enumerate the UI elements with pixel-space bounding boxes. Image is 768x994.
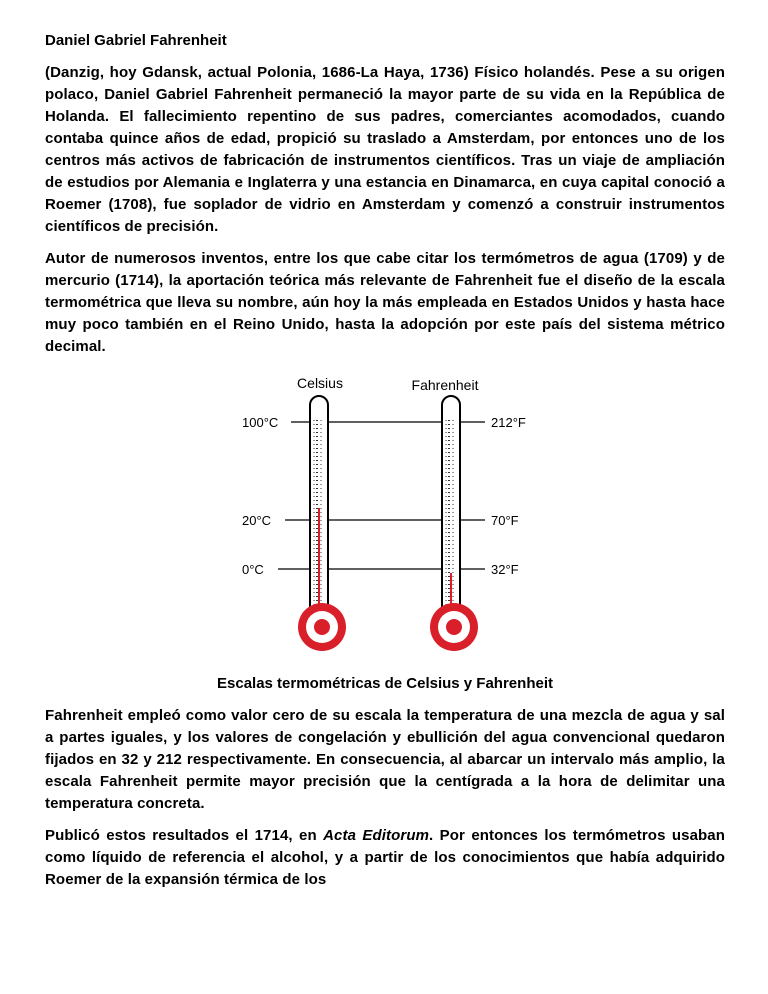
paragraph-publication <box>45 825 725 891</box>
fahrenheit-title: Fahrenheit <box>411 377 479 393</box>
document-page <box>45 30 725 901</box>
fahrenheit-label-32: 32°F <box>491 562 519 577</box>
celsius-title: Celsius <box>297 375 343 391</box>
paragraph-scale: Fahrenheit empleó como valor cero de su escala la temperatura de una mezcla de agua y sal a partes iguales, y los valores de congelación y ebullición del agua convencional quedaron fijados en 32 y 212 respectivamente. En consecuencia, al abarcar un intervalo más amplio, la escala Fahrenheit permite mayor precisión que la centígrada a la hora de delimitar una temperatura concreta. <box>45 707 725 812</box>
paragraph-biography: (Danzig, hoy Gdansk, actual Polonia, 1686-La Haya, 1736) Físico holandés. Pese a su origen polaco, Daniel Gabriel Fahrenheit permaneció la mayor parte de su vida en la República de Holanda. El fallecimiento repentino de sus padres, comerciantes acomodados, cuando contaba quince años de edad, propició su traslado a Amsterdam, por entonces uno de los centros más activos de fabricación de instrumentos científicos. Tras un viaje de ampliación de estudios por Alemania e Inglaterra y una estancia en Dinamarca, en cuya capital conoció a Roemer (1708), fue soplador de vidrio en Amsterdam y comenzó a construir instrumentos científicos de precisión. <box>45 64 725 235</box>
celsius-label-20: 20°C <box>242 513 272 528</box>
paragraph-inventions: Autor de numerosos inventos, entre los que cabe citar los termómetros de agua (1709) y de mercurio (1714), la aportación teórica más relevante de Fahrenheit fue el diseño de la escala termométrica que lleva su nombre, aún hoy la más empleada en Estados Unidos y hasta hace muy poco también en el Reino Unido, hasta la adopción por este país del sistema métrico decimal. <box>45 250 725 355</box>
fahrenheit-label-212: 212°F <box>491 415 526 430</box>
publication-text-before: Publicó estos resultados el 1714, en <box>45 827 324 844</box>
thermometer-diagram <box>45 368 725 673</box>
celsius-thermometer <box>298 396 346 651</box>
fahrenheit-label-70: 70°F <box>491 513 519 528</box>
publication-journal: Acta Editorum <box>323 827 430 844</box>
publication-text-after: . Por entonces los termómetros usaban como líquido de referencia el alcohol, y a partir de los conocimientos que había adquirido Roemer de la expansión térmica de los <box>45 827 725 888</box>
document-title: Daniel Gabriel Fahrenheit <box>45 32 227 49</box>
celsius-label-100: 100°C <box>242 415 279 430</box>
celsius-label-0: 0°C <box>242 562 264 577</box>
fahrenheit-thermometer <box>430 396 478 651</box>
figure-caption: Escalas termométricas de Celsius y Fahrenheit <box>217 675 553 692</box>
thermometer-figure <box>45 368 725 673</box>
